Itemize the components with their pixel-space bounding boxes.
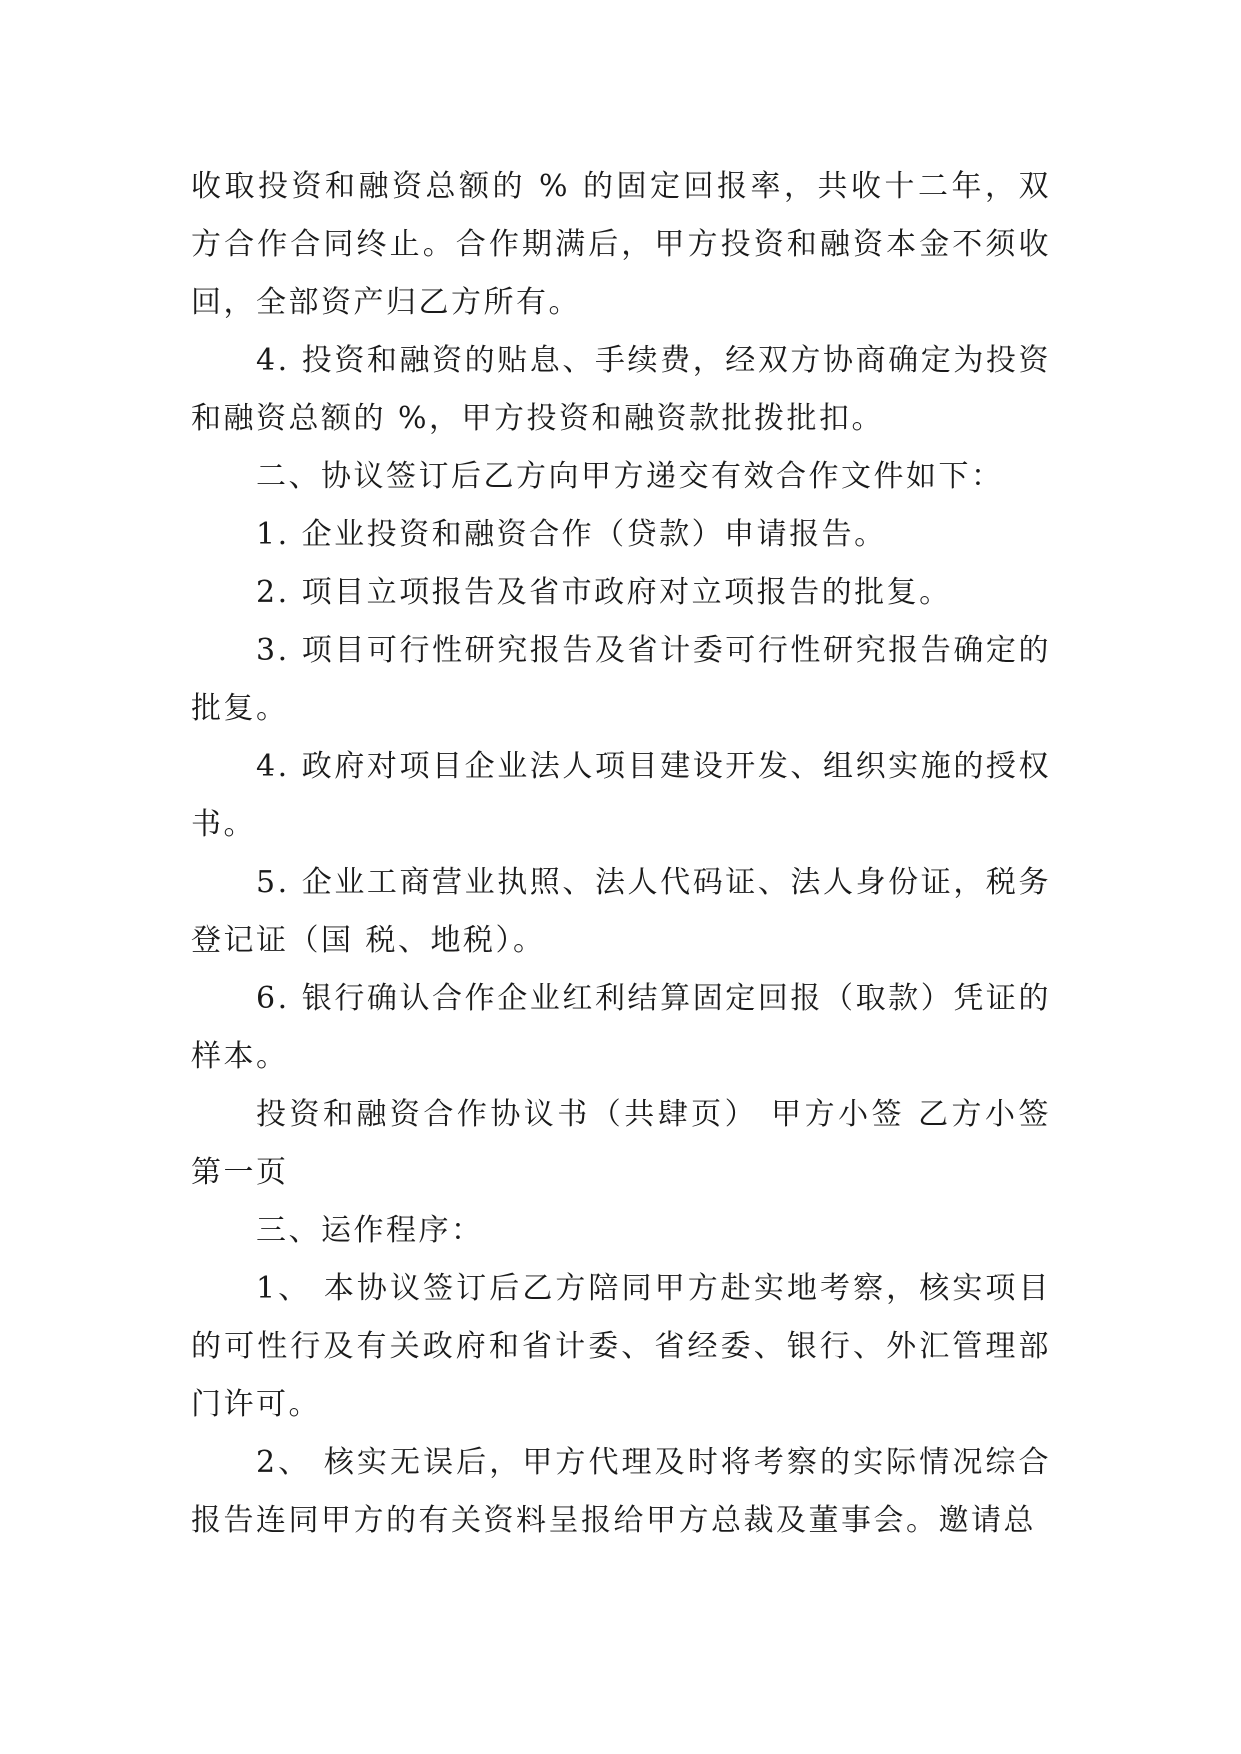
page-footer-note: 投资和融资合作协议书（共肆页） 甲方小签 乙方小签第一页 xyxy=(191,1097,1051,1190)
section-heading-documents: 二、协议签订后乙方向甲方递交有效合作文件如下： xyxy=(256,459,1004,494)
list-item-bank-voucher: 6. 银行确认合作企业红利结算固定回报（取款）凭证的样本。 xyxy=(191,981,1051,1074)
procedure-step-report: 2、 核实无误后，甲方代理及时将考察的实际情况综合报告连同甲方的有关资料呈报给甲方总裁及董事会。邀请总 xyxy=(191,1445,1051,1538)
list-item-business-license: 5. 企业工商营业执照、法人代码证、法人身份证，税务登记证（国 税、地税）。 xyxy=(191,865,1051,958)
procedure-step-inspection: 1、 本协议签订后乙方陪同甲方赴实地考察，核实项目的可性行及有关政府和省计委、省经委、银行、外汇管理部门许可。 xyxy=(191,1271,1051,1422)
section-heading-procedure: 三、运作程序： xyxy=(256,1213,484,1248)
list-item-project-approval: 2. 项目立项报告及省市政府对立项报告的批复。 xyxy=(256,575,952,610)
list-item-authorization: 4. 政府对项目企业法人项目建设开发、组织实施的授权书。 xyxy=(191,749,1051,842)
document-body xyxy=(191,158,1051,1550)
paragraph-return-rate: 收取投资和融资总额的 % 的固定回报率，共收十二年，双方合作合同终止。合作期满后，甲方投资和融资本金不须收回，全部资产归乙方所有。 xyxy=(191,169,1051,320)
list-item-application-report: 1. 企业投资和融资合作（贷款）申请报告。 xyxy=(256,517,887,552)
paragraph-fees: 4. 投资和融资的贴息、手续费，经双方协商确定为投资和融资总额的 %，甲方投资和融资款批拨批扣。 xyxy=(191,343,1051,436)
list-item-feasibility-study: 3. 项目可行性研究报告及省计委可行性研究报告确定的批复。 xyxy=(191,633,1051,726)
